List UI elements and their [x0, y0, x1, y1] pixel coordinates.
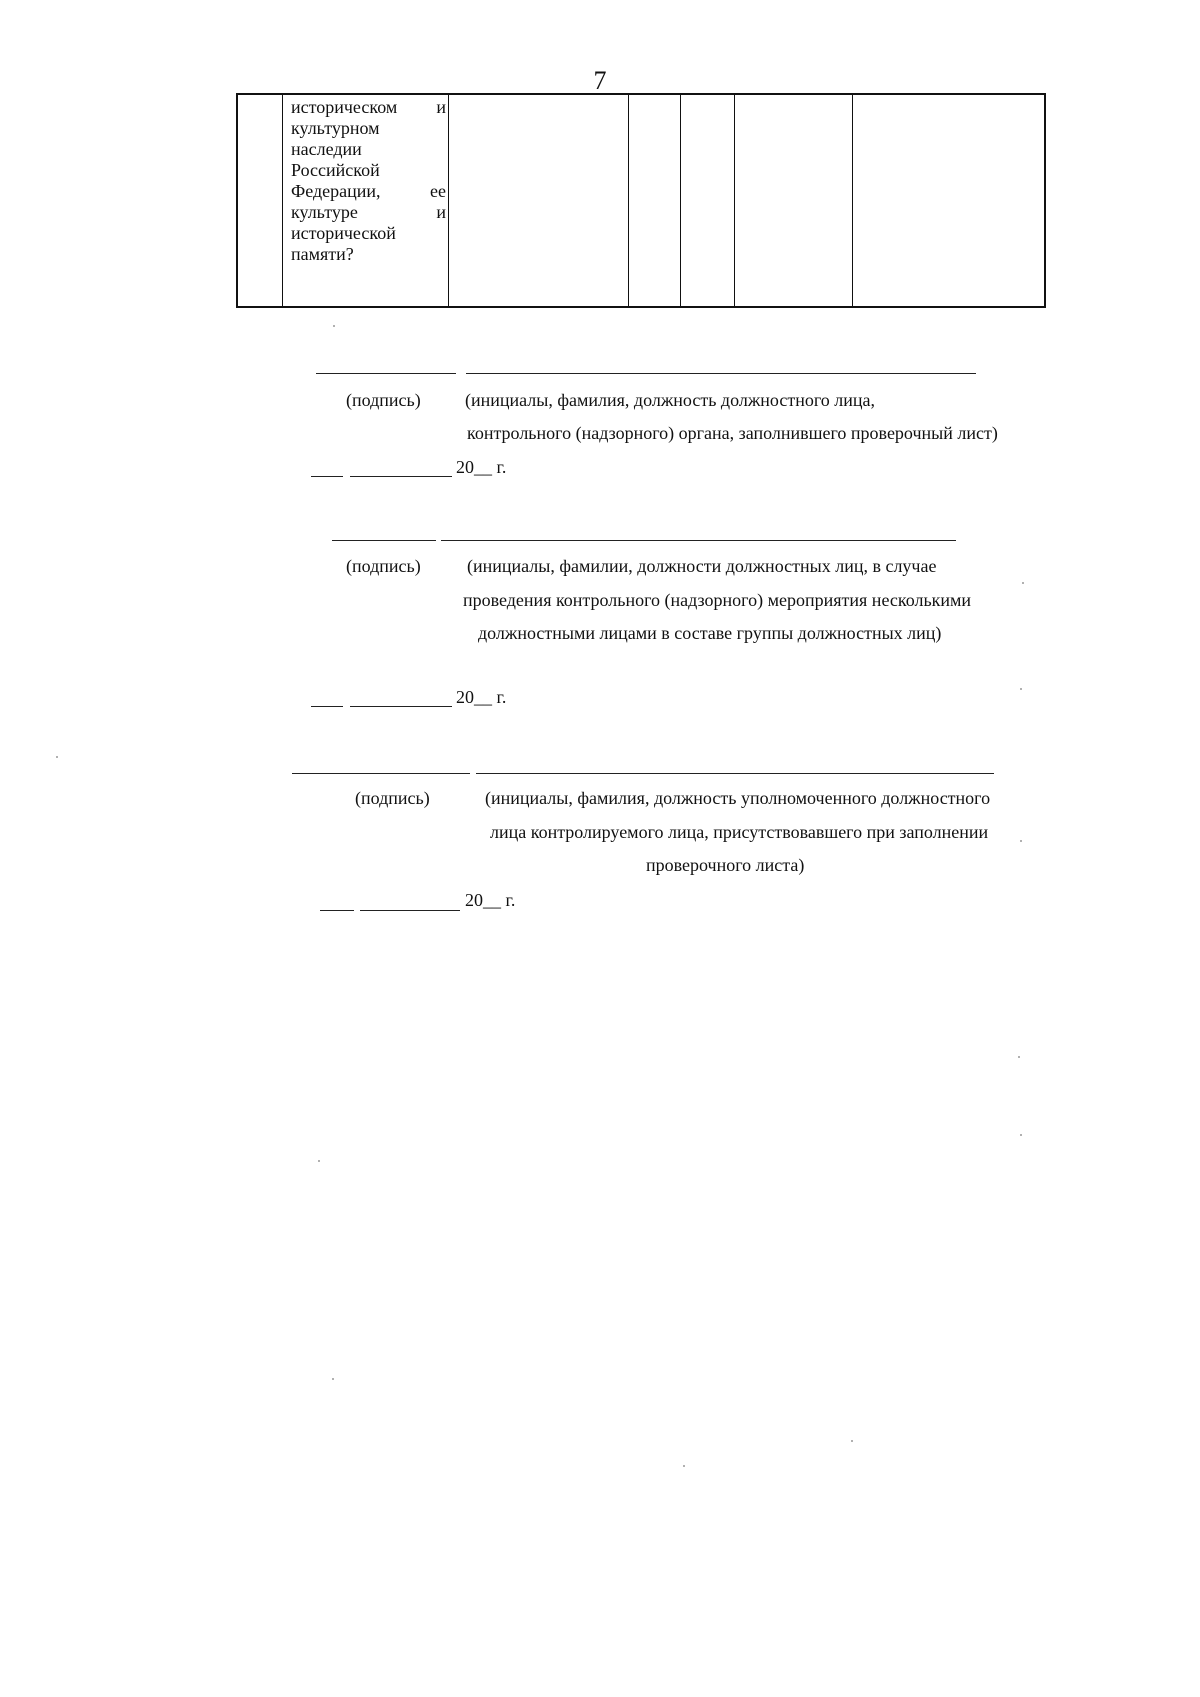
scan-speck — [332, 1378, 334, 1380]
scan-speck — [56, 756, 58, 758]
date-month-line — [350, 706, 452, 707]
name-position-line — [441, 540, 956, 541]
signature-caption: (подпись) — [346, 390, 421, 410]
checklist-question-cell — [291, 97, 446, 265]
question-line: историческом и — [291, 97, 446, 117]
question-line: культуре и — [291, 202, 446, 222]
date-day-line — [311, 706, 343, 707]
table-column-divider — [628, 95, 629, 306]
scan-speck — [333, 325, 335, 327]
question-line: наследии — [291, 139, 362, 159]
date-year-text: 20__ г. — [465, 890, 516, 910]
role-caption-line: контрольного (надзорного) органа, заполнившего проверочный лист) — [467, 423, 998, 443]
signature-caption: (подпись) — [355, 788, 430, 808]
scan-speck — [318, 1160, 320, 1162]
page-number: 7 — [593, 66, 607, 95]
date-day-line — [311, 476, 343, 477]
role-caption-line: проверочного листа) — [646, 855, 805, 875]
scan-speck — [683, 1465, 685, 1467]
scan-speck — [1020, 688, 1022, 690]
role-caption-line: лица контролируемого лица, присутствовавшего при заполнении — [490, 822, 989, 842]
date-year-text: 20__ г. — [456, 457, 507, 477]
date-month-line — [360, 910, 460, 911]
role-caption-line: (инициалы, фамилии, должности должностных лиц, в случае — [467, 556, 937, 576]
date-day-line — [320, 910, 354, 911]
date-month-line — [350, 476, 452, 477]
role-caption-line: (инициалы, фамилия, должность должностного лица, — [464, 390, 876, 410]
role-caption-line: должностными лицами в составе группы должностных лиц) — [478, 623, 942, 643]
table-column-divider — [852, 95, 853, 306]
date-year-text: 20__ г. — [456, 687, 507, 707]
scan-speck — [1020, 840, 1022, 842]
scan-speck — [1018, 1056, 1020, 1058]
scan-speck — [1020, 1134, 1022, 1136]
name-position-line — [466, 373, 976, 374]
question-line: культурном — [291, 118, 380, 138]
scan-speck — [1022, 582, 1024, 584]
table-column-divider — [734, 95, 735, 306]
role-caption-line: проведения контрольного (надзорного) мероприятия несколькими — [463, 590, 972, 610]
table-column-divider — [448, 95, 449, 306]
question-line: Российской — [291, 160, 380, 180]
signature-caption: (подпись) — [346, 556, 421, 576]
name-position-line — [476, 773, 994, 774]
signature-line — [292, 773, 470, 774]
signature-line — [332, 540, 436, 541]
question-line: памяти? — [291, 244, 354, 264]
role-caption-line: (инициалы, фамилия, должность уполномоченного должностного — [485, 788, 991, 808]
table-column-divider — [680, 95, 681, 306]
question-line: исторической — [291, 223, 396, 243]
signature-line — [316, 373, 456, 374]
table-column-divider — [282, 95, 283, 306]
question-line: Федерации, ее — [291, 181, 446, 201]
scan-speck — [851, 1440, 853, 1442]
